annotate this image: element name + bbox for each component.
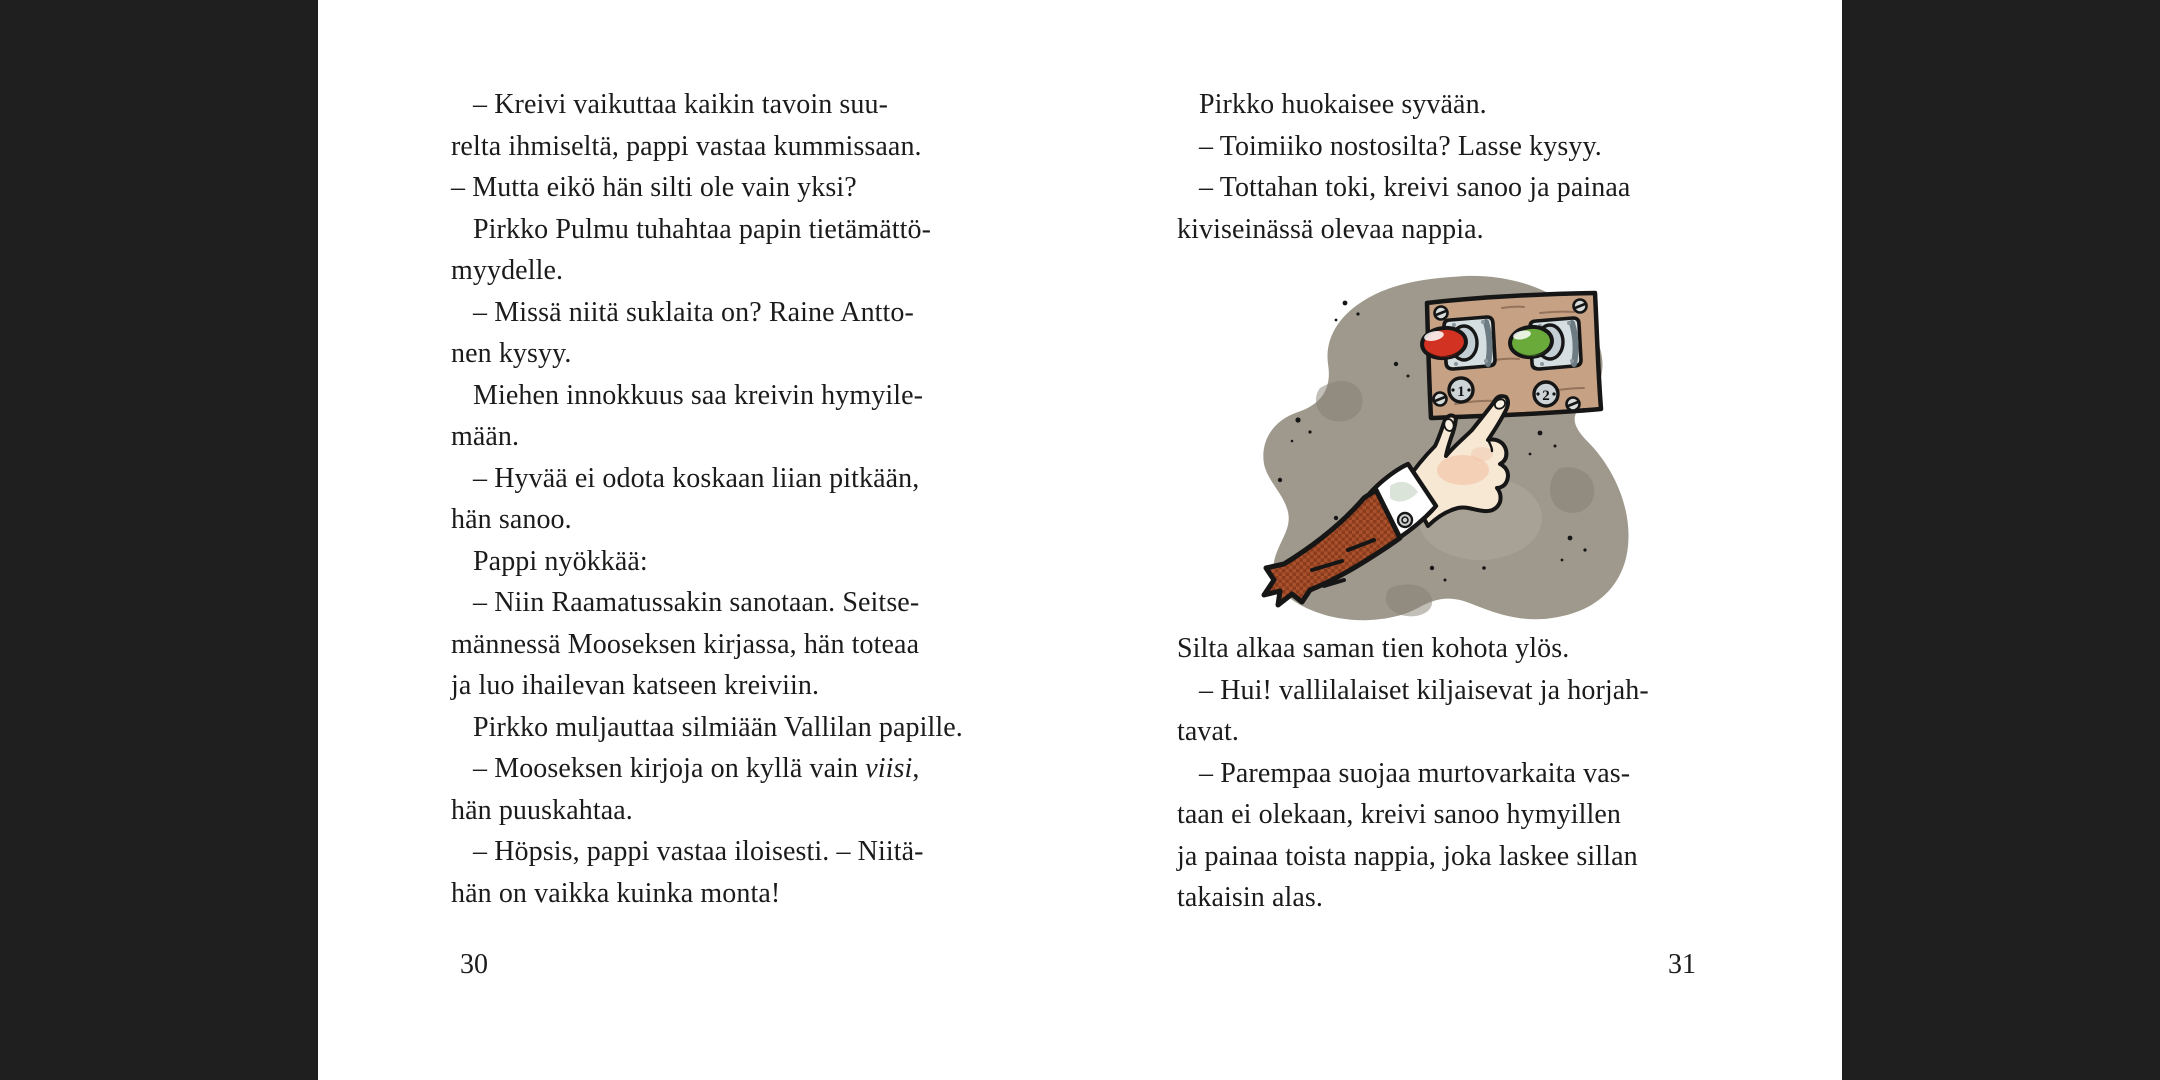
- text-line: kiviseinässä olevaa nappia.: [1177, 213, 1484, 245]
- text-line: tavat.: [1177, 716, 1240, 747]
- text-segment: ,: [912, 753, 920, 784]
- text-line: hän puuskahtaa.: [451, 794, 633, 826]
- cufflink: [1398, 513, 1412, 527]
- disc-label-2: 2: [1542, 388, 1550, 404]
- text-line: ja luo ihailevan katseen kreiviin.: [451, 670, 820, 701]
- text-line: Pappi nyökkää:: [473, 545, 648, 577]
- text-line: Miehen innokkuus saa kreivin hymyile-: [473, 379, 924, 411]
- text-line: – Hyvää ei odota koskaan liian pitkään,: [473, 462, 920, 494]
- text-line: relta ihmiseltä, pappi vastaa kummissaan.: [451, 130, 922, 162]
- text-line: – Mutta eikö hän silti ole vain yksi?: [451, 172, 857, 203]
- text-line: – Parempaa suojaa murtovarkaita vas-: [1199, 757, 1631, 789]
- text-line-with-italic: [451, 748, 986, 790]
- text-line: – Tottahan toki, kreivi sanoo ja painaa: [1199, 172, 1631, 203]
- disc-label-1: 1: [1457, 384, 1465, 400]
- text-segment: – Mooseksen kirjoja on kyllä vain: [473, 753, 866, 784]
- italic-word: viisi: [865, 753, 913, 784]
- text-line: – Hui! vallilalaiset kiljaisevat ja horjah-: [1199, 674, 1649, 706]
- text-line: – Toimiiko nostosilta? Lasse kysyy.: [1199, 130, 1602, 162]
- text-line: – Missä niitä suklaita on? Raine Antto-: [473, 296, 914, 328]
- text-line: männessä Mooseksen kirjassa, hän toteaa: [451, 628, 920, 660]
- text-line: Silta alkaa saman tien kohota ylös.: [1177, 633, 1570, 664]
- number-disc-1: [1449, 378, 1473, 402]
- text-line: hän on vaikka kuinka monta!: [451, 877, 781, 909]
- text-line: takaisin alas.: [1177, 882, 1324, 913]
- right-page-text-top: [1177, 84, 1712, 250]
- text-line: myydelle.: [451, 255, 564, 286]
- text-line: – Niin Raamatussakin sanotaan. Seitse-: [473, 587, 920, 618]
- text-line: Pirkko huokaisee syvään.: [1199, 89, 1487, 120]
- text-line: – Höpsis, pappi vastaa iloisesti. – Niitä-: [473, 836, 924, 867]
- letterbox-left: [0, 0, 318, 1080]
- illustration-button-panel: [1240, 268, 1660, 628]
- text-line: Pirkko muljauttaa silmiään Vallilan papille.: [473, 711, 963, 743]
- left-page-text: [451, 84, 986, 914]
- number-disc-2: [1534, 382, 1558, 406]
- right-page-text-bottom: [1177, 628, 1712, 919]
- text-line: hän sanoo.: [451, 504, 572, 535]
- page-number-right: 31: [1668, 949, 1696, 980]
- text-line: – Kreivi vaikuttaa kaikin tavoin suu-: [473, 89, 889, 120]
- text-line: mään.: [451, 421, 520, 452]
- page-number-left: 30: [460, 949, 488, 980]
- text-line: ja painaa toista nappia, joka laskee sillan: [1177, 840, 1638, 872]
- text-line: taan ei olekaan, kreivi sanoo hymyillen: [1177, 799, 1621, 830]
- letterbox-right: [1842, 0, 2160, 1080]
- text-line: Pirkko Pulmu tuhahtaa papin tietämättö-: [473, 213, 932, 245]
- text-line: nen kysyy.: [451, 338, 572, 369]
